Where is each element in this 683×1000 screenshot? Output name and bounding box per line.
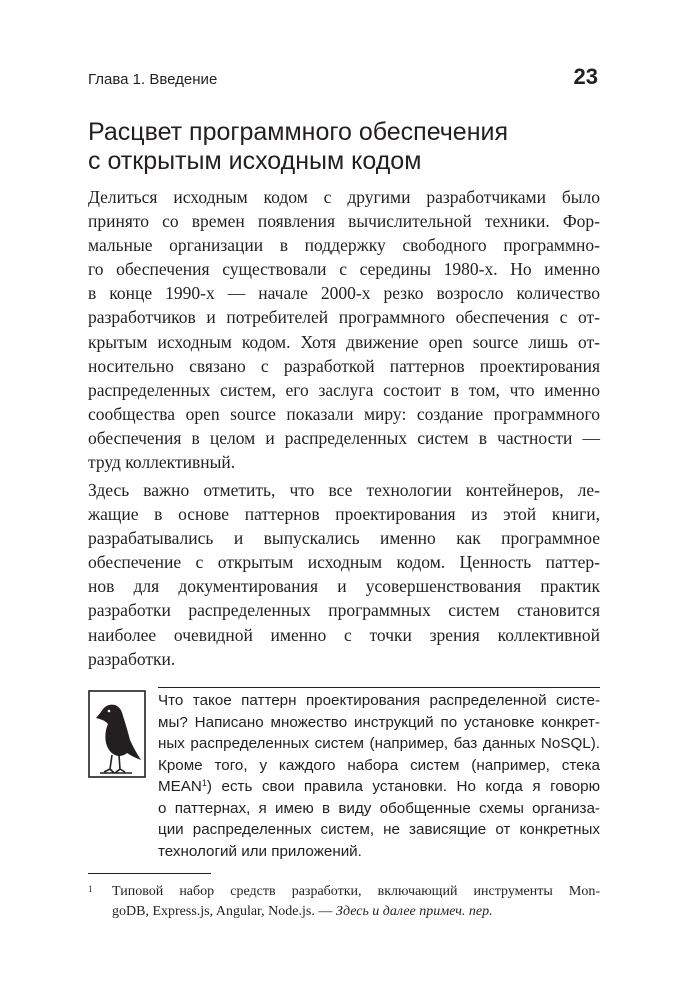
text-line: сообщества open source показали миру: создание программного: [88, 403, 600, 424]
text-line: в конце 1990-х — начале 2000-х резко возросло количество: [88, 283, 600, 304]
note-line: ных распределенных систем (например, баз данных NoSQL).: [158, 735, 600, 752]
text-line: разрабатывались и выпускались именно как программное: [88, 528, 600, 549]
page-number: 23: [573, 64, 598, 89]
text-line: обеспечение с открытым исходным кодом. Ценность паттер-: [88, 552, 600, 573]
mean-term: MEAN: [158, 778, 202, 795]
footnote-reference[interactable]: 1: [201, 778, 207, 788]
heading-line: с открытым исходным кодом: [88, 147, 422, 175]
text-line: наиболее очевидной именно с точки зрения коллективной: [88, 624, 600, 645]
note-box: [158, 690, 600, 862]
text-line: разработки распределенных программных систем становится: [88, 600, 600, 621]
section-heading: [88, 118, 598, 176]
text-line: разработки.: [88, 648, 176, 669]
footnote-marker: 1: [88, 884, 93, 894]
text-line: нов для документирования и усовершенствования практик: [88, 576, 600, 597]
footnote: [88, 882, 600, 922]
footnote-line: Типовой набор средств разработки, включающий инструменты Mon-: [112, 884, 600, 899]
note-line: о паттернах, я имею в виду обобщенные схемы организа-: [158, 799, 600, 817]
text-line: разработчиков и потребителей программного обеспечения с от-: [88, 307, 600, 328]
chapter-title: Глава 1. Введение: [88, 71, 218, 88]
text-line: распределенных систем, его заслуга состоит в том, что именно: [88, 379, 600, 400]
text-line: принято со времен появления вычислительной техники. Фор-: [88, 211, 600, 232]
note-line: Что такое паттерн проектирования распределенной систе-: [158, 692, 600, 709]
text-line: жащие в основе паттернов проектирования из этой книги,: [88, 504, 600, 525]
running-header: [88, 66, 598, 92]
note-line: технологий или приложений.: [158, 842, 362, 860]
text-line: обеспечения в целом и распределенных систем в частности —: [88, 427, 600, 448]
crow-icon: [88, 690, 146, 778]
note-line-rest: ) есть свои правила установки. Но когда я говорю: [206, 778, 600, 795]
text-line: Здесь важно отметить, что все технологии контейнеров, ле-: [88, 480, 600, 500]
note-line: ции распределенных систем, не зависящие от конкретных: [158, 821, 600, 838]
text-line: крытым исходным кодом. Хотя движение open source лишь от-: [88, 331, 600, 352]
text-line: труд коллективный.: [88, 452, 236, 473]
footnote-text: goDB, Express.js, Angular, Node.js. —: [112, 904, 336, 919]
text-line: Делиться исходным кодом с другими разработчиками было: [88, 187, 600, 207]
footnote-line: [112, 902, 600, 922]
text-line: носительно связано с разработкой паттернов проектирования: [88, 355, 600, 376]
text-line: мальные организации в поддержку свободного программно-: [88, 235, 600, 256]
text-line: го обеспечения существовали с середины 1980-х. Но именно: [88, 259, 600, 280]
note-line: мы? Написано множество инструкций по установке конкрет-: [158, 713, 600, 731]
footnote-divider: [88, 873, 211, 874]
note-divider: [158, 687, 600, 688]
note-line: Кроме того, у каждого набора систем (например, стека: [158, 756, 600, 774]
footnote-body: [112, 882, 600, 922]
note-line: [158, 776, 600, 798]
paragraph-1: [88, 185, 600, 474]
translator-note: Здесь и далее примеч. пер.: [335, 904, 493, 919]
paragraph-2: [88, 478, 600, 671]
heading-line: Расцвет программного обеспечения: [88, 118, 509, 146]
